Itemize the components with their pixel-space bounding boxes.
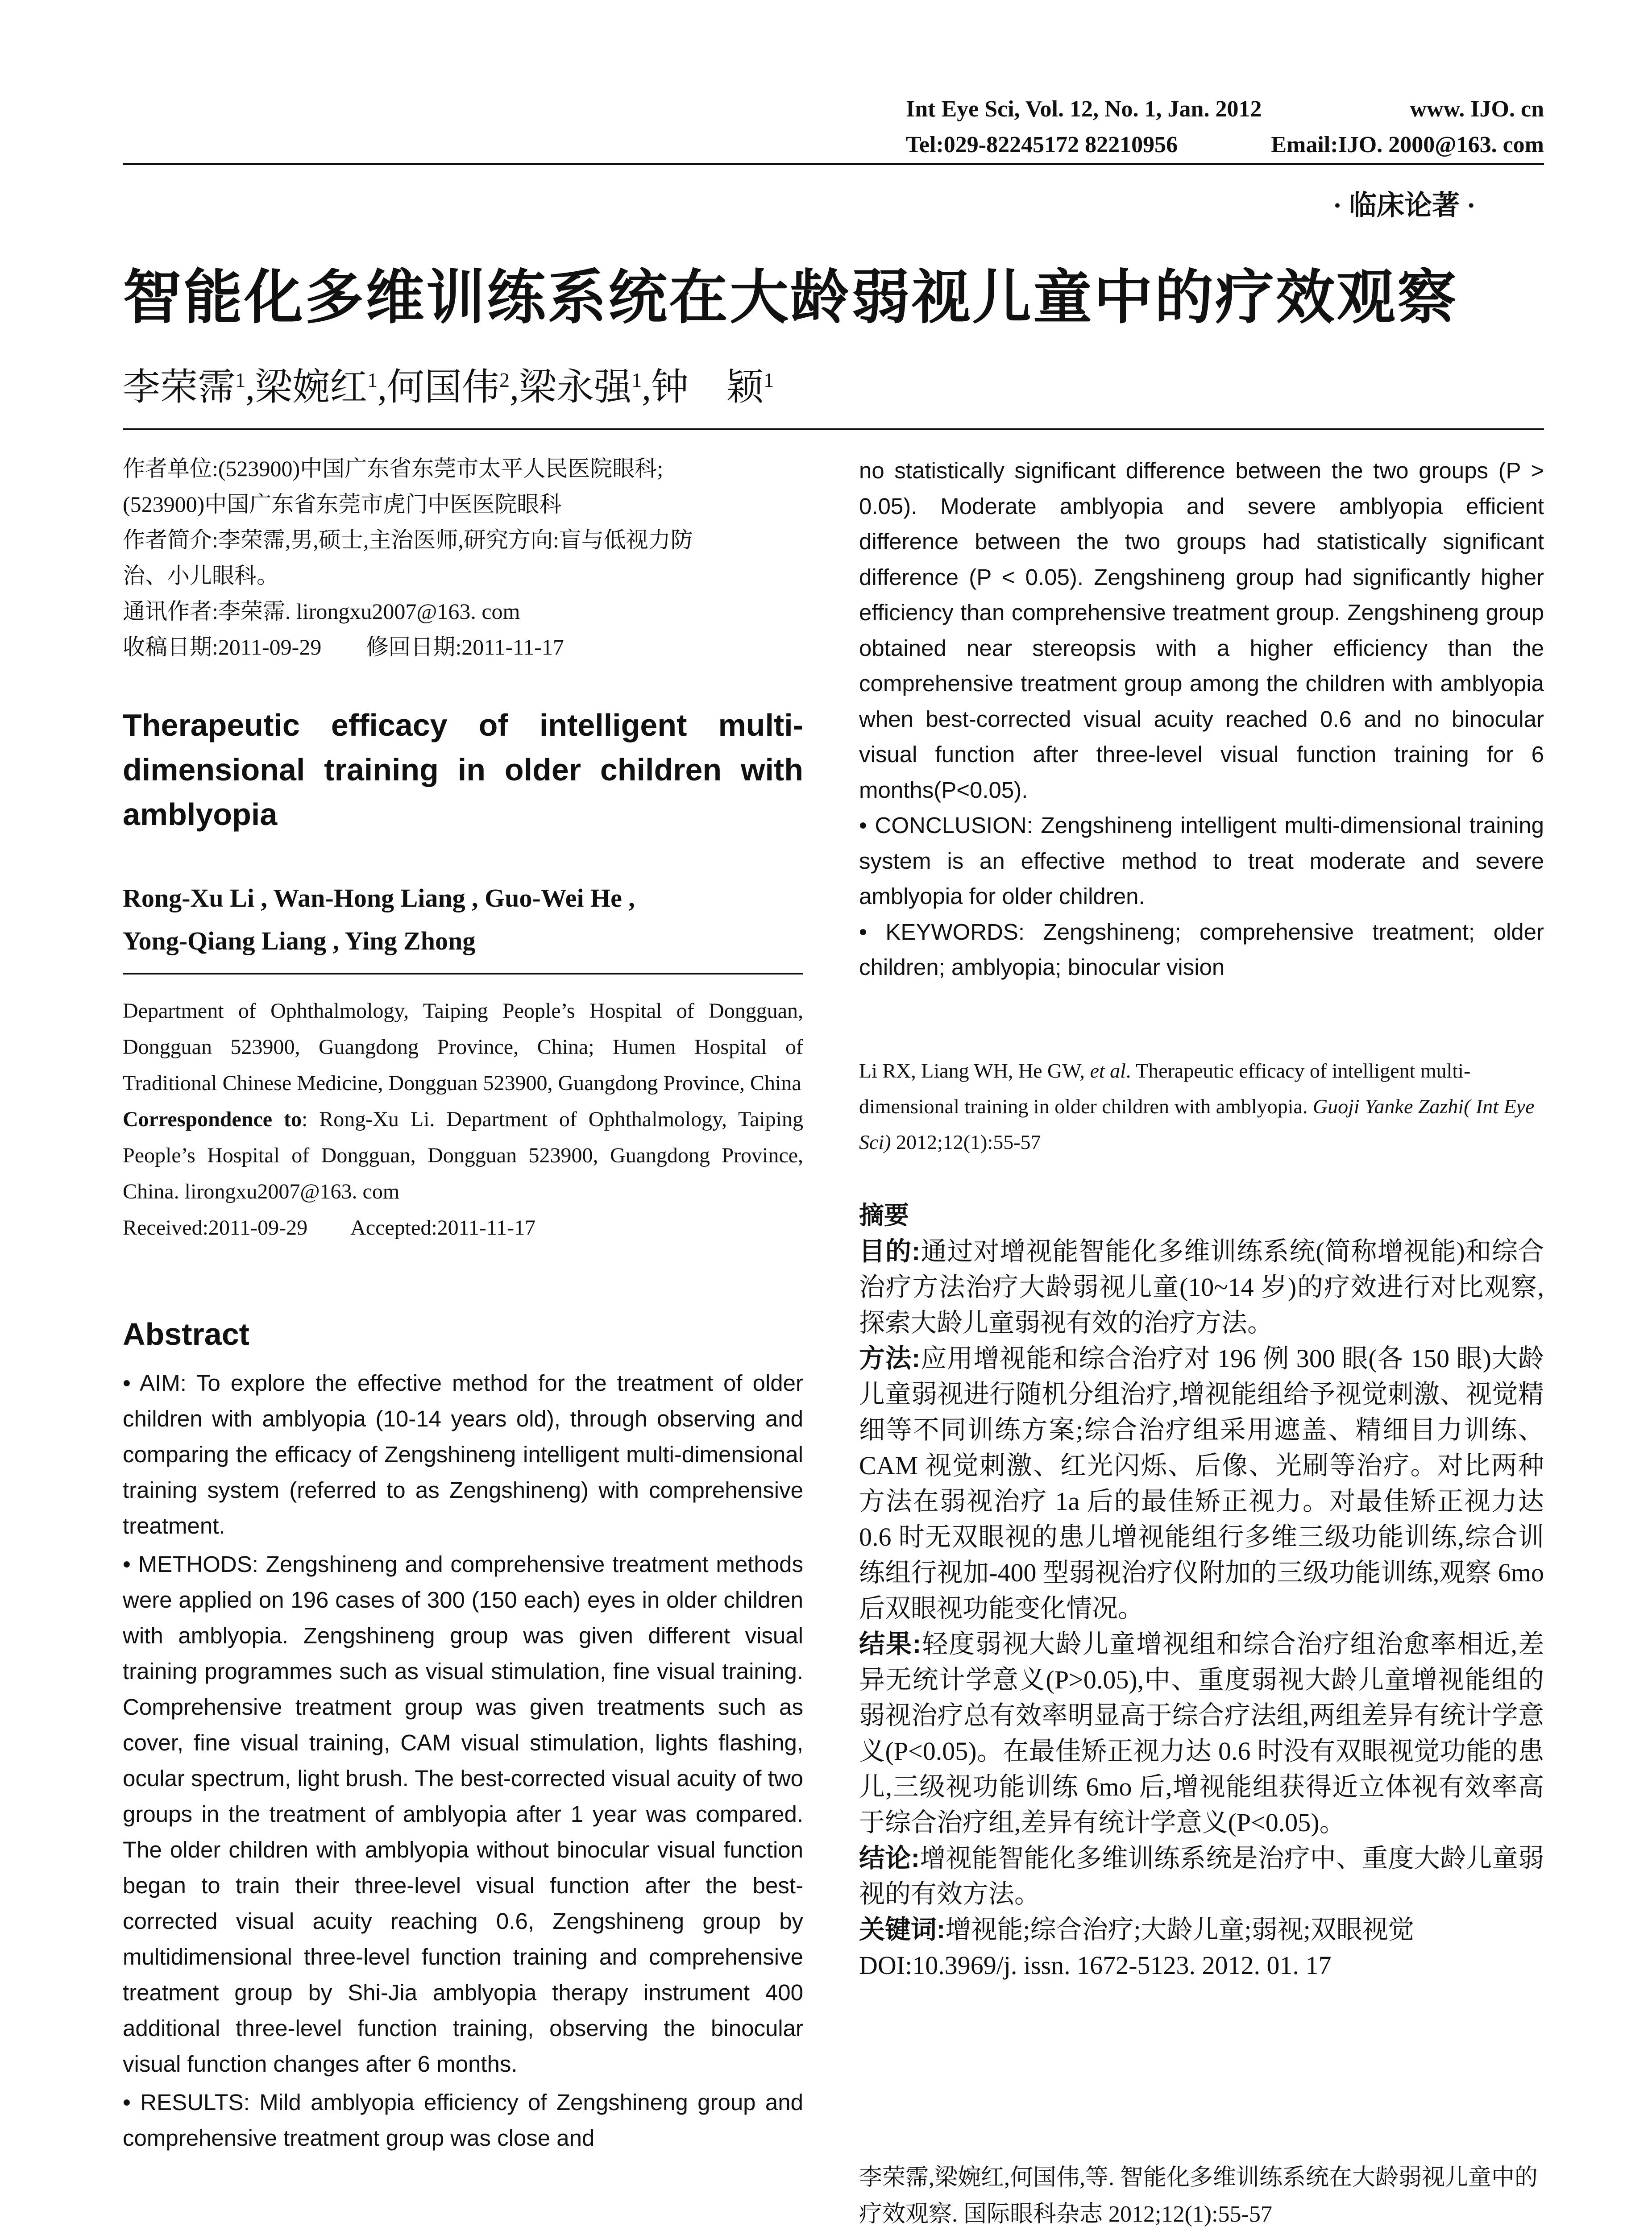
author-cn: 李荣霈 (123, 367, 236, 408)
journal-line (906, 96, 1544, 122)
received-line: Received:2011-09-29 Accepted:2011-11-17 (123, 1216, 536, 1240)
affiliation-line: 作者单位:(523900)中国广东省东莞市太平人民医院眼科; (123, 456, 664, 481)
dates-line: 收稿日期:2011-09-29 修回日期:2011-11-17 (123, 634, 564, 659)
author-sup: 1 (764, 369, 774, 391)
journal-email[interactable]: Email:IJO. 2000@163. com (1271, 132, 1544, 158)
bio-line: 作者简介:李荣霈,男,硕士,主治医师,研究方向:盲与低视力防 (123, 527, 693, 552)
title-en: Therapeutic efficacy of intelligent multi-dimensional training in older children with amblyopia (123, 708, 803, 832)
citation-cn: 李荣霈,梁婉红,何国伟,等. 智能化多维训练系统在大龄弱视儿童中的疗效观察. 国际眼科杂志 2012;12(1):55-57 (859, 2165, 1538, 2227)
author-cn: 梁永强 (519, 367, 632, 408)
authors-en (123, 877, 803, 962)
bio-line: 治、小儿眼科。 (123, 563, 279, 588)
affiliation-line: (523900)中国广东省东莞市虎门中医医院眼科 (123, 492, 562, 517)
abstract-results: • RESULTS: Mild amblyopia efficiency of Zengshineng group and comprehensive treatment group was close and (123, 2090, 803, 2151)
doi-line[interactable]: DOI:10.3969/j. issn. 1672-5123. 2012. 01. 17 (859, 1951, 1332, 1980)
author-cn: 何国伟 (387, 367, 500, 408)
abstract-cn-aim: 目的:通过对增视能智能化多维训练系统(简称增视能)和综合治疗方法治疗大龄弱视儿童(10~14 岁)的疗效进行对比观察,探索大龄儿童弱视有效的治疗方法。 (859, 1237, 1544, 1337)
section-label: · 临床论著 · (1332, 191, 1476, 221)
journal-tel: Tel:029-82245172 82210956 (906, 132, 1178, 158)
journal-citation: Int Eye Sci, Vol. 12, No. 1, Jan. 2012 (906, 96, 1262, 122)
citation-en: Li RX, Liang WH, He GW, et al. Therapeutic efficacy of intelligent multi-dimensional training in older children with amblyopia. Guoji Yanke Zazhi( Int Eye Sci) 2012;12(1):55-57 (859, 1059, 1535, 1153)
abstract-conclusion: • CONCLUSION: Zengshineng intelligent multi-dimensional training system is an effective method to treat moderate and severe amblyopia for older children. (859, 813, 1544, 909)
abstract-heading: Abstract (123, 1317, 249, 1352)
authors-cn: 李荣霈$^1$,梁婉红$^1$,何国伟$^2$,梁永强$^1$,钟 颖$^1$ (123, 367, 774, 408)
journal-website[interactable]: www. IJO. cn (1410, 96, 1544, 122)
correspondence-text: : Rong-Xu Li. Department of Ophthalmology, Taiping People’s Hospital of Dongguan, Dongguan 523900, Guangdong Province, China. lirongxu2007@163. com (123, 1107, 804, 1203)
abstract-cn-conclusion: 结论:增视能智能化多维训练系统是治疗中、重度大龄儿童弱视的有效方法。 (859, 1844, 1544, 1908)
correspondence-label: Correspondence to (123, 1107, 302, 1131)
affiliations-en (123, 993, 803, 1246)
author-sup: 1 (235, 369, 246, 391)
author-sup: 1 (631, 369, 642, 391)
contact-line (906, 132, 1544, 158)
abstract-cn-heading: 摘要 (859, 1201, 909, 1229)
authors-en-line: Yong-Qiang Liang , Ying Zhong (123, 926, 476, 955)
title-cn: 智能化多维训练系统在大龄弱视儿童中的疗效观察 (123, 265, 1458, 330)
abstract-results-continued: no statistically significant difference between the two groups (P > 0.05). Moderate amblyopia and severe amblyopia efficient difference between the two groups had statistically significant difference (P < 0.05). Zengshineng group had significantly higher efficiency than comprehensive treatment group. Zengshineng group obtained near stereopsis with a higher efficiency than the comprehensive treatment group among the children with amblyopia when best-corrected visual acuity reached 0.6 and no binocular visual function after three-level visual function training for 6 months(P<0.05). (859, 458, 1544, 803)
title-rule (123, 428, 1544, 430)
authors-en-line: Rong-Xu Li , Wan-Hong Liang , Guo-Wei He , (123, 883, 635, 912)
abstract-cn-methods: 方法:应用增视能和综合治疗对 196 例 300 眼(各 150 眼)大龄儿童弱视进行随机分组治疗,增视能组给予视觉刺激、视觉精细等不同训练方案;综合治疗组采用遮盖、精细目力训练、CAM 视觉刺激、红光闪烁、后像、光刷等治疗。对比两种方法在弱视治疗 1a 后的最佳矫正视力。对最佳矫正视力达 0.6 时无双眼视的患儿增视能组行多维三级功能训练,综合训练组行视加-400 型弱视治疗仪附加的三级功能训练,观察 6mo 后双眼视功能变化情况。 (859, 1344, 1544, 1623)
correspondence (123, 1101, 803, 1210)
abstract-keywords: • KEYWORDS: Zengshineng; comprehensive treatment; older children; amblyopia; binocular vision (859, 919, 1544, 980)
author-cn: 钟 颖 (651, 367, 764, 408)
abstract-cn-results: 结果:轻度弱视大龄儿童增视组和综合治疗组治愈率相近,差异无统计学意义(P>0.05),中、重度弱视大龄儿童增视能组的弱视治疗总有效率明显高于综合疗法组,两组差异有统计学意义(P<0.05)。在最佳矫正视力达 0.6 时没有双眼视觉功能的患儿,三级视功能训练 6mo 后,增视能组获得近立体视有效率高于综合治疗组,差异有统计学意义(P<0.05)。 (859, 1630, 1544, 1837)
author-sup: 2 (499, 369, 510, 391)
author-cn: 梁婉红 (255, 367, 368, 408)
abstract-cn (859, 1234, 1544, 1983)
abstract-cn-keywords: 关键词:增视能;综合治疗;大龄儿童;弱视;双眼视觉 (859, 1915, 1414, 1944)
department-text: Department of Ophthalmology, Taiping People’s Hospital of Dongguan, Dongguan 523900, Guangdong Province, China; Humen Hospital of Traditional Chinese Medicine, Dongguan 523900, Guangdong Province, China (123, 999, 803, 1095)
authors-rule (123, 973, 803, 975)
author-sup: 1 (367, 369, 378, 391)
abstract-continued (859, 453, 1544, 985)
affiliations-cn (123, 451, 803, 665)
abstract-aim: • AIM: To explore the effective method for the treatment of older children with amblyopia (10-14 years old), through observing and comparing the efficacy of Zengshineng intelligent multi-dimensional training system (referred to as Zengshineng) with comprehensive treatment. (123, 1370, 803, 1538)
abstract-body (123, 1365, 803, 2159)
header-rule (123, 163, 1544, 165)
abstract-methods: • METHODS: Zengshineng and comprehensive treatment methods were applied on 196 cases of 300 (150 each) eyes in older children with amblyopia. Zengshineng group was given different visual training programmes such as visual stimulation, fine visual training. Comprehensive treatment group was given treatments such as cover, fine visual training, CAM visual stimulation, lights flashing, ocular spectrum, light brush. The best-corrected visual acuity of two groups in the treatment of amblyopia after 1 year was compared. The older children with amblyopia without binocular visual function began to train their three-level visual function after the best-corrected visual acuity reaching 0.6, Zengshineng group by multidimensional three-level function training and comprehensive treatment group by Shi-Jia amblyopia therapy instrument 400 additional three-level function training, observing the binocular visual function changes after 6 months. (123, 1551, 803, 2077)
citation-journal: Guoji Yanke Zazhi( Int Eye Sci) (859, 1095, 1535, 1153)
corresponding-author: 通讯作者:李荣霈. lirongxu2007@163. com (123, 599, 520, 624)
